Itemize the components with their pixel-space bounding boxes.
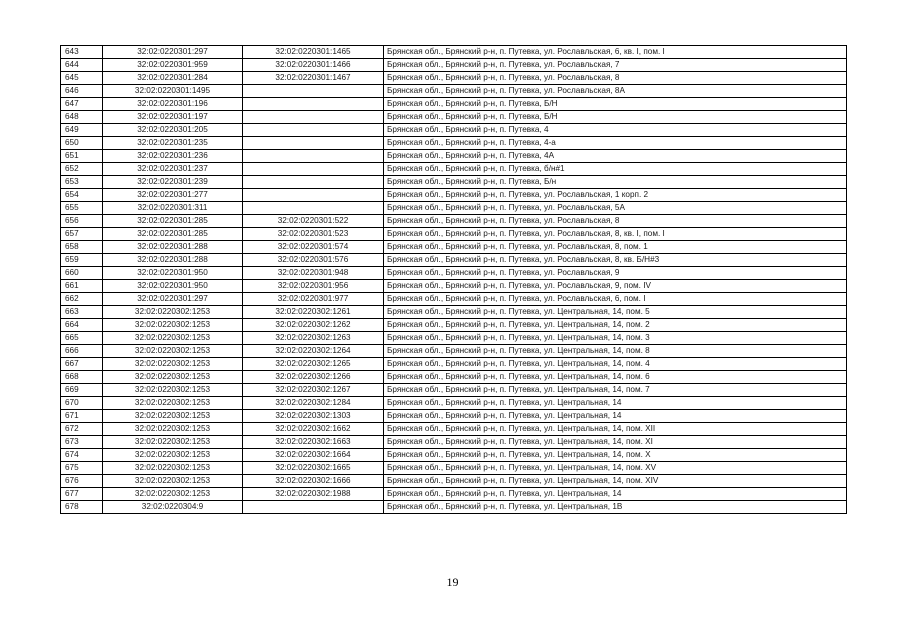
parcel-number-cell: 32:02:0220301:196: [103, 98, 243, 111]
address-cell: Брянская обл., Брянский р-н, п. Путевка, Б/Н: [384, 98, 847, 111]
table-row: [61, 189, 847, 202]
address-cell: Брянская обл., Брянский р-н, п. Путевка, ул. Центральная, 14, пом. XIV: [384, 475, 847, 488]
address-cell: Брянская обл., Брянский р-н, п. Путевка, ул. Рославльская, 6, кв. I, пом. I: [384, 46, 847, 59]
address-cell: Брянская обл., Брянский р-н, п. Путевка, 4-а: [384, 137, 847, 150]
object-number-cell: 32:02:0220301:576: [243, 254, 384, 267]
parcel-number-cell: 32:02:0220301:197: [103, 111, 243, 124]
object-number-cell: [243, 501, 384, 514]
parcel-number-cell: 32:02:0220301:311: [103, 202, 243, 215]
parcel-number-cell: 32:02:0220301:288: [103, 241, 243, 254]
address-cell: Брянская обл., Брянский р-н, п. Путевка, ул. Центральная, 14: [384, 410, 847, 423]
table-row: [61, 488, 847, 501]
row-number-cell: 654: [61, 189, 103, 202]
address-cell: Брянская обл., Брянский р-н, п. Путевка, ул. Центральная, 1В: [384, 501, 847, 514]
address-cell: Брянская обл., Брянский р-н, п. Путевка, ул. Центральная, 14, пом. 2: [384, 319, 847, 332]
table-row: [61, 241, 847, 254]
address-cell: Брянская обл., Брянский р-н, п. Путевка, Б/Н: [384, 111, 847, 124]
object-number-cell: 32:02:0220302:1988: [243, 488, 384, 501]
table-row: [61, 501, 847, 514]
parcel-number-cell: 32:02:0220302:1253: [103, 397, 243, 410]
table-row: [61, 449, 847, 462]
table-body: [61, 46, 847, 514]
row-number-cell: 651: [61, 150, 103, 163]
row-number-cell: 644: [61, 59, 103, 72]
parcel-number-cell: 32:02:0220302:1253: [103, 332, 243, 345]
row-number-cell: 659: [61, 254, 103, 267]
object-number-cell: 32:02:0220301:1465: [243, 46, 384, 59]
address-cell: Брянская обл., Брянский р-н, п. Путевка, ул. Рославльская, 1 корп. 2: [384, 189, 847, 202]
object-number-cell: 32:02:0220302:1262: [243, 319, 384, 332]
row-number-cell: 671: [61, 410, 103, 423]
table-row: [61, 98, 847, 111]
table-row: [61, 85, 847, 98]
object-number-cell: 32:02:0220302:1284: [243, 397, 384, 410]
object-number-cell: 32:02:0220302:1261: [243, 306, 384, 319]
object-number-cell: [243, 189, 384, 202]
parcel-number-cell: 32:02:0220301:235: [103, 137, 243, 150]
object-number-cell: 32:02:0220301:523: [243, 228, 384, 241]
cadastral-table: [60, 45, 847, 514]
row-number-cell: 645: [61, 72, 103, 85]
table-row: [61, 254, 847, 267]
table-row: [61, 410, 847, 423]
object-number-cell: 32:02:0220301:956: [243, 280, 384, 293]
object-number-cell: [243, 163, 384, 176]
parcel-number-cell: 32:02:0220301:297: [103, 46, 243, 59]
row-number-cell: 656: [61, 215, 103, 228]
address-cell: Брянская обл., Брянский р-н, п. Путевка, ул. Рославльская, 8, кв. Б/Н#3: [384, 254, 847, 267]
object-number-cell: 32:02:0220302:1263: [243, 332, 384, 345]
table-row: [61, 46, 847, 59]
row-number-cell: 655: [61, 202, 103, 215]
address-cell: Брянская обл., Брянский р-н, п. Путевка, ул. Рославльская, 7: [384, 59, 847, 72]
table-row: [61, 111, 847, 124]
parcel-number-cell: 32:02:0220301:288: [103, 254, 243, 267]
row-number-cell: 643: [61, 46, 103, 59]
object-number-cell: 32:02:0220302:1666: [243, 475, 384, 488]
object-number-cell: 32:02:0220302:1265: [243, 358, 384, 371]
page-number: 19: [446, 575, 459, 589]
parcel-number-cell: 32:02:0220302:1253: [103, 358, 243, 371]
parcel-number-cell: 32:02:0220301:237: [103, 163, 243, 176]
row-number-cell: 676: [61, 475, 103, 488]
table-row: [61, 202, 847, 215]
parcel-number-cell: 32:02:0220301:239: [103, 176, 243, 189]
table-row: [61, 475, 847, 488]
address-cell: Брянская обл., Брянский р-н, п. Путевка, ул. Рославльская, 5А: [384, 202, 847, 215]
parcel-number-cell: 32:02:0220302:1253: [103, 410, 243, 423]
row-number-cell: 657: [61, 228, 103, 241]
parcel-number-cell: 32:02:0220301:285: [103, 215, 243, 228]
row-number-cell: 646: [61, 85, 103, 98]
object-number-cell: 32:02:0220302:1663: [243, 436, 384, 449]
address-cell: Брянская обл., Брянский р-н, п. Путевка, ул. Рославльская, 9, пом. IV: [384, 280, 847, 293]
row-number-cell: 663: [61, 306, 103, 319]
object-number-cell: 32:02:0220301:1466: [243, 59, 384, 72]
table-row: [61, 280, 847, 293]
object-number-cell: [243, 85, 384, 98]
parcel-number-cell: 32:02:0220301:1495: [103, 85, 243, 98]
object-number-cell: [243, 150, 384, 163]
row-number-cell: 670: [61, 397, 103, 410]
table-row: [61, 371, 847, 384]
address-cell: Брянская обл., Брянский р-н, п. Путевка, ул. Центральная, 14: [384, 397, 847, 410]
table-row: [61, 462, 847, 475]
row-number-cell: 660: [61, 267, 103, 280]
parcel-number-cell: 32:02:0220301:959: [103, 59, 243, 72]
parcel-number-cell: 32:02:0220301:297: [103, 293, 243, 306]
address-cell: Брянская обл., Брянский р-н, п. Путевка, ул. Центральная, 14, пом. 6: [384, 371, 847, 384]
object-number-cell: [243, 176, 384, 189]
table-row: [61, 306, 847, 319]
address-cell: Брянская обл., Брянский р-н, п. Путевка, ул. Рославльская, 8, пом. 1: [384, 241, 847, 254]
object-number-cell: 32:02:0220302:1266: [243, 371, 384, 384]
object-number-cell: [243, 111, 384, 124]
address-cell: Брянская обл., Брянский р-н, п. Путевка, 4А: [384, 150, 847, 163]
row-number-cell: 677: [61, 488, 103, 501]
object-number-cell: 32:02:0220302:1665: [243, 462, 384, 475]
address-cell: Брянская обл., Брянский р-н, п. Путевка, ул. Центральная, 14, пом. 8: [384, 345, 847, 358]
parcel-number-cell: 32:02:0220302:1253: [103, 384, 243, 397]
address-cell: Брянская обл., Брянский р-н, п. Путевка, ул. Рославльская, 9: [384, 267, 847, 280]
row-number-cell: 665: [61, 332, 103, 345]
address-cell: Брянская обл., Брянский р-н, п. Путевка, ул. Центральная, 14: [384, 488, 847, 501]
object-number-cell: 32:02:0220301:1467: [243, 72, 384, 85]
row-number-cell: 672: [61, 423, 103, 436]
address-cell: Брянская обл., Брянский р-н, п. Путевка, ул. Центральная, 14, пом. XI: [384, 436, 847, 449]
row-number-cell: 666: [61, 345, 103, 358]
row-number-cell: 675: [61, 462, 103, 475]
object-number-cell: 32:02:0220301:574: [243, 241, 384, 254]
table-row: [61, 163, 847, 176]
object-number-cell: 32:02:0220301:948: [243, 267, 384, 280]
table-row: [61, 72, 847, 85]
parcel-number-cell: 32:02:0220304:9: [103, 501, 243, 514]
parcel-number-cell: 32:02:0220302:1253: [103, 319, 243, 332]
table-row: [61, 228, 847, 241]
row-number-cell: 648: [61, 111, 103, 124]
parcel-number-cell: 32:02:0220302:1253: [103, 449, 243, 462]
row-number-cell: 661: [61, 280, 103, 293]
parcel-number-cell: 32:02:0220302:1253: [103, 371, 243, 384]
row-number-cell: 650: [61, 137, 103, 150]
address-cell: Брянская обл., Брянский р-н, п. Путевка, Б/н: [384, 176, 847, 189]
row-number-cell: 674: [61, 449, 103, 462]
table-row: [61, 267, 847, 280]
parcel-number-cell: 32:02:0220302:1253: [103, 488, 243, 501]
address-cell: Брянская обл., Брянский р-н, п. Путевка, ул. Центральная, 14, пом. 5: [384, 306, 847, 319]
parcel-number-cell: 32:02:0220302:1253: [103, 306, 243, 319]
row-number-cell: 669: [61, 384, 103, 397]
table-row: [61, 384, 847, 397]
address-cell: Брянская обл., Брянский р-н, п. Путевка, ул. Рославльская, 8: [384, 215, 847, 228]
row-number-cell: 662: [61, 293, 103, 306]
parcel-number-cell: 32:02:0220301:236: [103, 150, 243, 163]
object-number-cell: 32:02:0220302:1264: [243, 345, 384, 358]
table-row: [61, 358, 847, 371]
parcel-number-cell: 32:02:0220302:1253: [103, 345, 243, 358]
address-cell: Брянская обл., Брянский р-н, п. Путевка, б/н#1: [384, 163, 847, 176]
address-cell: Брянская обл., Брянский р-н, п. Путевка, ул. Центральная, 14, пом. 7: [384, 384, 847, 397]
table-row: [61, 150, 847, 163]
address-cell: Брянская обл., Брянский р-н, п. Путевка, ул. Рославльская, 8, кв. I, пом. I: [384, 228, 847, 241]
row-number-cell: 647: [61, 98, 103, 111]
table-row: [61, 59, 847, 72]
object-number-cell: 32:02:0220301:977: [243, 293, 384, 306]
row-number-cell: 652: [61, 163, 103, 176]
table-row: [61, 436, 847, 449]
object-number-cell: 32:02:0220302:1267: [243, 384, 384, 397]
row-number-cell: 653: [61, 176, 103, 189]
row-number-cell: 678: [61, 501, 103, 514]
row-number-cell: 658: [61, 241, 103, 254]
object-number-cell: 32:02:0220302:1662: [243, 423, 384, 436]
object-number-cell: [243, 202, 384, 215]
parcel-number-cell: 32:02:0220301:284: [103, 72, 243, 85]
table-row: [61, 137, 847, 150]
table-row: [61, 345, 847, 358]
address-cell: Брянская обл., Брянский р-н, п. Путевка, ул. Рославльская, 6, пом. I: [384, 293, 847, 306]
address-cell: Брянская обл., Брянский р-н, п. Путевка, ул. Центральная, 14, пом. XII: [384, 423, 847, 436]
object-number-cell: [243, 124, 384, 137]
table-row: [61, 319, 847, 332]
address-cell: Брянская обл., Брянский р-н, п. Путевка, 4: [384, 124, 847, 137]
address-cell: Брянская обл., Брянский р-н, п. Путевка, ул. Центральная, 14, пом. 4: [384, 358, 847, 371]
parcel-number-cell: 32:02:0220301:950: [103, 267, 243, 280]
table-row: [61, 332, 847, 345]
parcel-number-cell: 32:02:0220301:277: [103, 189, 243, 202]
row-number-cell: 649: [61, 124, 103, 137]
parcel-number-cell: 32:02:0220302:1253: [103, 436, 243, 449]
address-cell: Брянская обл., Брянский р-н, п. Путевка, ул. Рославльская, 8: [384, 72, 847, 85]
address-cell: Брянская обл., Брянский р-н, п. Путевка, ул. Центральная, 14, пом. X: [384, 449, 847, 462]
table-row: [61, 124, 847, 137]
object-number-cell: [243, 137, 384, 150]
row-number-cell: 668: [61, 371, 103, 384]
address-cell: Брянская обл., Брянский р-н, п. Путевка, ул. Центральная, 14, пом. 3: [384, 332, 847, 345]
parcel-number-cell: 32:02:0220301:950: [103, 280, 243, 293]
parcel-number-cell: 32:02:0220302:1253: [103, 475, 243, 488]
row-number-cell: 667: [61, 358, 103, 371]
table-row: [61, 293, 847, 306]
table-row: [61, 397, 847, 410]
parcel-number-cell: 32:02:0220301:205: [103, 124, 243, 137]
object-number-cell: 32:02:0220302:1303: [243, 410, 384, 423]
address-cell: Брянская обл., Брянский р-н, п. Путевка, ул. Рославльская, 8А: [384, 85, 847, 98]
object-number-cell: [243, 98, 384, 111]
table-row: [61, 215, 847, 228]
object-number-cell: 32:02:0220302:1664: [243, 449, 384, 462]
object-number-cell: 32:02:0220301:522: [243, 215, 384, 228]
row-number-cell: 664: [61, 319, 103, 332]
parcel-number-cell: 32:02:0220302:1253: [103, 462, 243, 475]
parcel-number-cell: 32:02:0220301:285: [103, 228, 243, 241]
parcel-number-cell: 32:02:0220302:1253: [103, 423, 243, 436]
row-number-cell: 673: [61, 436, 103, 449]
table-row: [61, 176, 847, 189]
table-row: [61, 423, 847, 436]
address-cell: Брянская обл., Брянский р-н, п. Путевка, ул. Центральная, 14, пом. XV: [384, 462, 847, 475]
